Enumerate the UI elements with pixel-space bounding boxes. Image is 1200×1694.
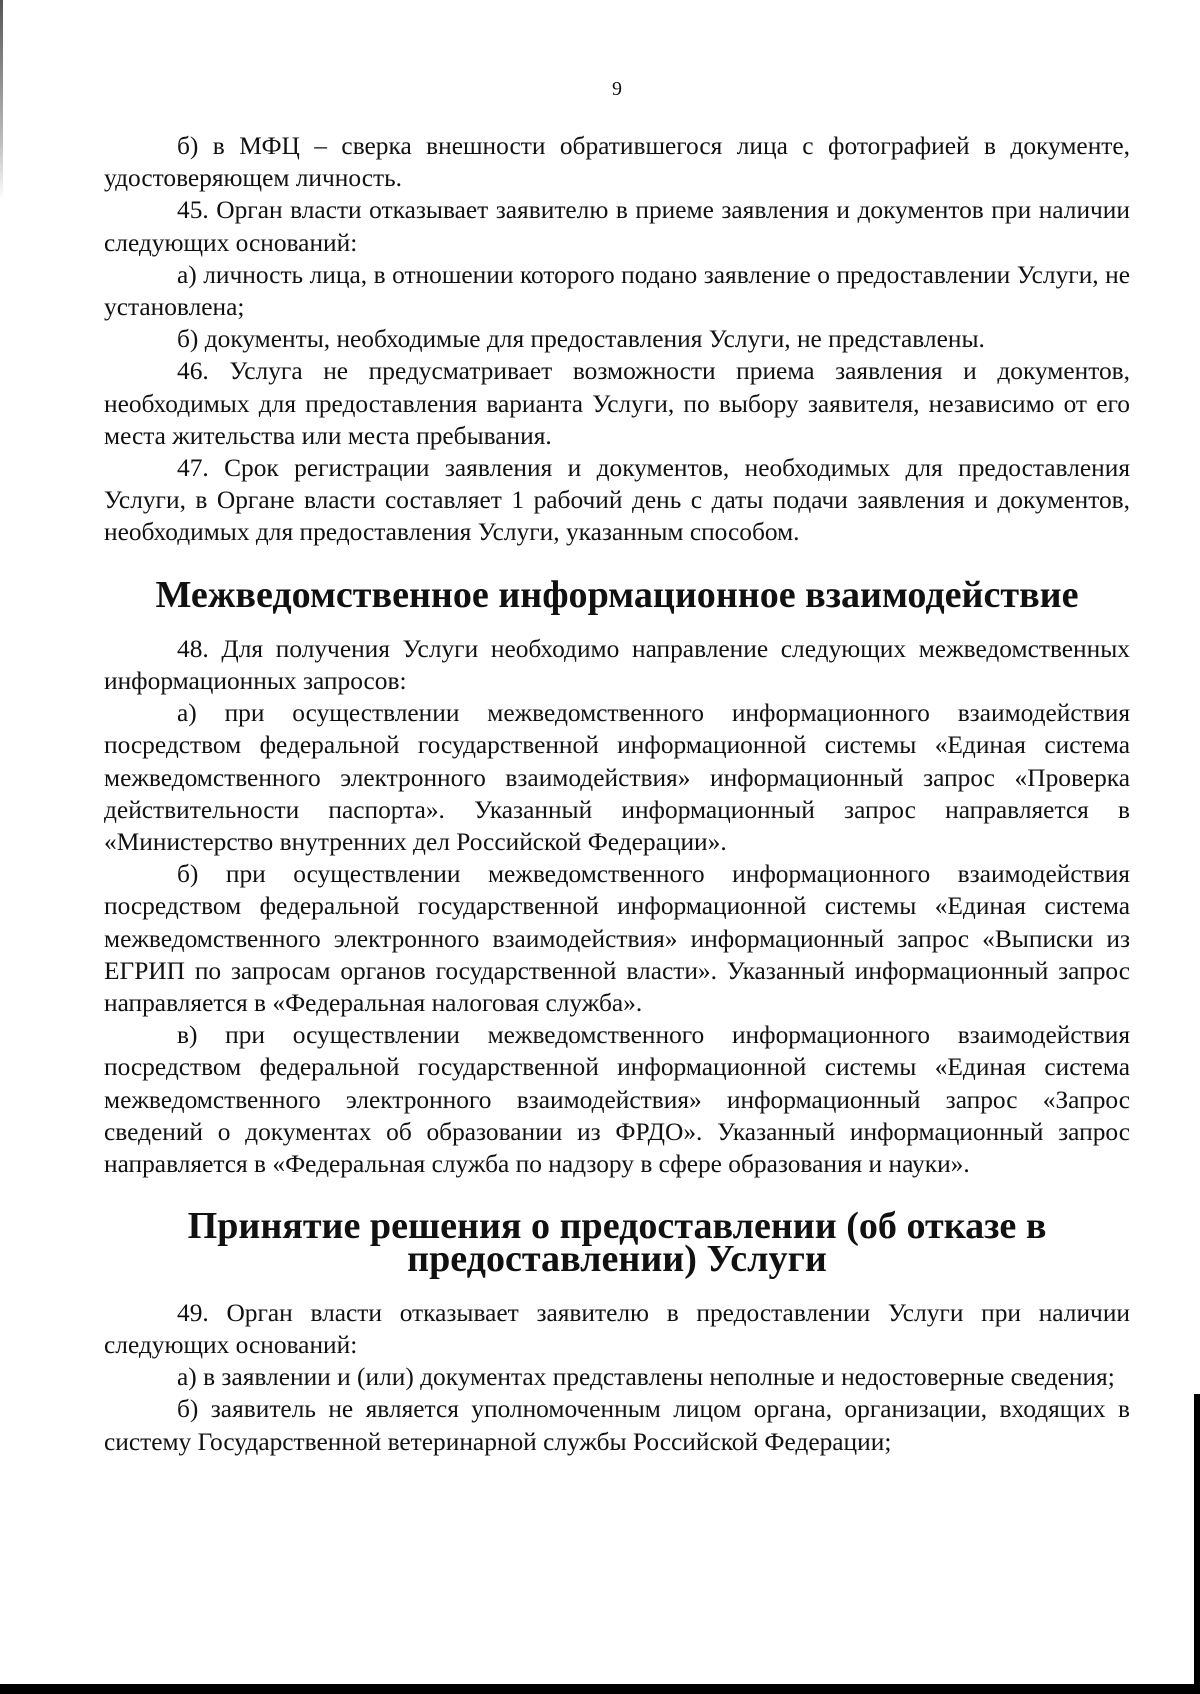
scan-edge-right bbox=[1194, 1394, 1200, 1694]
paragraph: в) при осуществлении межведомственного информационного взаимодействия посредством федеральной государственной информационной системы «Единая система межведомственного электронного взаимодействия» информационный запрос «Запрос сведений о документах об образовании из ФРДО». Указанный информационный запрос направляется в «Федеральная служба по надзору в сфере образования и науки». bbox=[104, 1021, 1130, 1179]
section-heading-decision: Принятие решения о предоставлении (об отказе в предоставлении) Услуги bbox=[187, 1205, 1047, 1280]
paragraph: 45. Орган власти отказывает заявителю в приеме заявления и документов при наличии следующих оснований: bbox=[104, 196, 1130, 257]
scan-edge-bottom bbox=[0, 1684, 1200, 1694]
paragraph: б) в МФЦ – сверка внешности обратившегося лица с фотографией в документе, удостоверяющем личность. bbox=[104, 132, 1130, 193]
paragraph: 47. Срок регистрации заявления и документов, необходимых для предоставления Услуги, в Органе власти составляет 1 рабочий день с даты подачи заявления и документов, необходимых для предоставления Услуги, указанным способом. bbox=[104, 454, 1130, 547]
paragraph: б) при осуществлении межведомственного информационного взаимодействия посредством федеральной государственной информационной системы «Единая система межведомственного электронного взаимодействия» информационный запрос «Выписки из ЕГРИП по запросам органов государственной власти». Указанный информационный запрос направляется в «Федеральная налоговая служба». bbox=[104, 860, 1130, 1018]
paragraph: 49. Орган власти отказывает заявителю в предоставлении Услуги при наличии следующих оснований: bbox=[104, 1298, 1130, 1359]
paragraph: а) в заявлении и (или) документах представлены неполные и недостоверные сведения; bbox=[177, 1363, 1115, 1392]
paragraph: а) при осуществлении межведомственного информационного взаимодействия посредством федеральной государственной информационной системы «Единая система межведомственного электронного взаимодействия» информационный запрос «Проверка действительности паспорта». Указанный информационный запрос направляется в «Министерство внутренних дел Российской Федерации». bbox=[104, 699, 1130, 857]
paragraph: 48. Для получения Услуги необходимо направление следующих межведомственных информационных запросов: bbox=[104, 634, 1130, 696]
page-number: 9 bbox=[612, 78, 622, 100]
paragraph: а) личность лица, в отношении которого подано заявление о предоставлении Услуги, не установлена; bbox=[104, 260, 1130, 322]
document-body bbox=[104, 130, 1130, 1458]
paragraph: б) заявитель не является уполномоченным лицом органа, организации, входящих в систему Государственной ветеринарной службы Российской Федерации; bbox=[104, 1395, 1130, 1456]
paragraph: 46. Услуга не предусматривает возможности приема заявления и документов, необходимых для предоставления варианта Услуги, по выбору заявителя, независимо от его места жительства или места пребывания. bbox=[104, 357, 1130, 450]
section-heading-interagency: Межведомственное информационное взаимодействие bbox=[155, 573, 1079, 616]
paragraph: б) документы, необходимые для предоставления Услуги, не представлены. bbox=[177, 325, 985, 354]
